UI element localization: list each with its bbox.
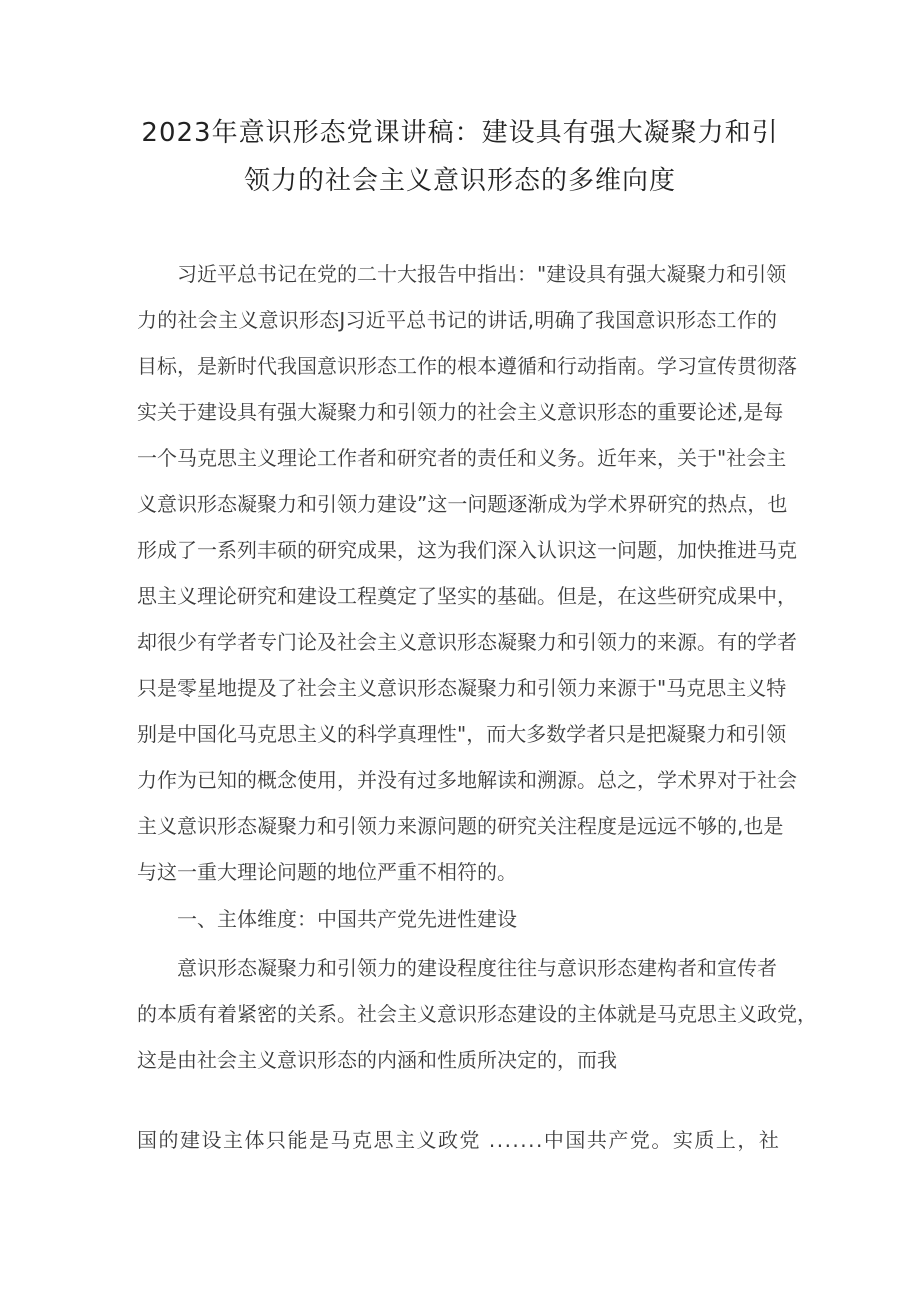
text-line: 一个马克思主义理论工作者和研究者的责任和义务。近年来，关于"社会主	[137, 446, 787, 470]
text-line: 意识形态凝聚力和引领力的建设程度往往与意识形态建构者和宣传者	[177, 956, 777, 980]
text-line: 目标，是新时代我国意识形态工作的根本遵循和行动指南。学习宣传贯彻落	[137, 354, 797, 378]
text-line: 实关于建设具有强大凝聚力和引领力的社会主义意识形态的重要论述,是每	[137, 400, 784, 424]
text-line: 力的社会主义意识形态J习近平总书记的讲话,明确了我国意识形态工作的	[137, 308, 777, 332]
text-line: 只是零星地提及了社会主义意识形态凝聚力和引领力来源于"马克思主义特	[137, 676, 787, 700]
text-line: 却很少有学者专门论及社会主义意识形态凝聚力和引领力的来源。有的学者	[137, 630, 797, 654]
text-line: 思主义理论研究和建设工程奠定了坚实的基础。但是，在这些研究成果中，	[137, 584, 797, 608]
text-line: 习近平总书记在党的二十大报告中指出："建设具有强大凝聚力和引领	[177, 262, 787, 286]
text-line: 国的建设主体只能是马克思主义政党 .......中国共产党。实质上，社	[137, 1128, 781, 1152]
document-title-line-1: 2023年意识形态党课讲稿：建设具有强大凝聚力和引	[141, 118, 779, 148]
text-line: 力作为已知的概念使用，并没有过多地解读和溯源。总之，学术界对于社会	[137, 768, 797, 792]
text-line: 主义意识形态凝聚力和引领力来源问题的研究关注程度是远远不够的,也是	[137, 814, 784, 838]
text-line: 别是中国化马克思主义的科学真理性"，而大多数学者只是把凝聚力和引领	[137, 722, 787, 746]
document-title-line-2: 领力的社会主义意识形态的多维向度	[243, 166, 676, 196]
text-line: 形成了一系列丰硕的研究成果，这为我们深入认识这一问题，加快推进马克	[137, 538, 797, 562]
text-line: 这是由社会主义意识形态的内涵和性质所决定的，而我	[137, 1048, 617, 1072]
text-line: 与这一重大理论问题的地位严重不相符的。	[137, 860, 517, 884]
text-line: 义意识形态凝聚力和引领力建设”这一问题逐渐成为学术界研究的热点，也	[137, 492, 788, 516]
section-heading: 一、主体维度：中国共产党先进性建设	[177, 907, 517, 931]
text-line: 的本质有着紧密的关系。社会主义意识形态建设的主体就是马克思主义政党，	[137, 1002, 817, 1026]
